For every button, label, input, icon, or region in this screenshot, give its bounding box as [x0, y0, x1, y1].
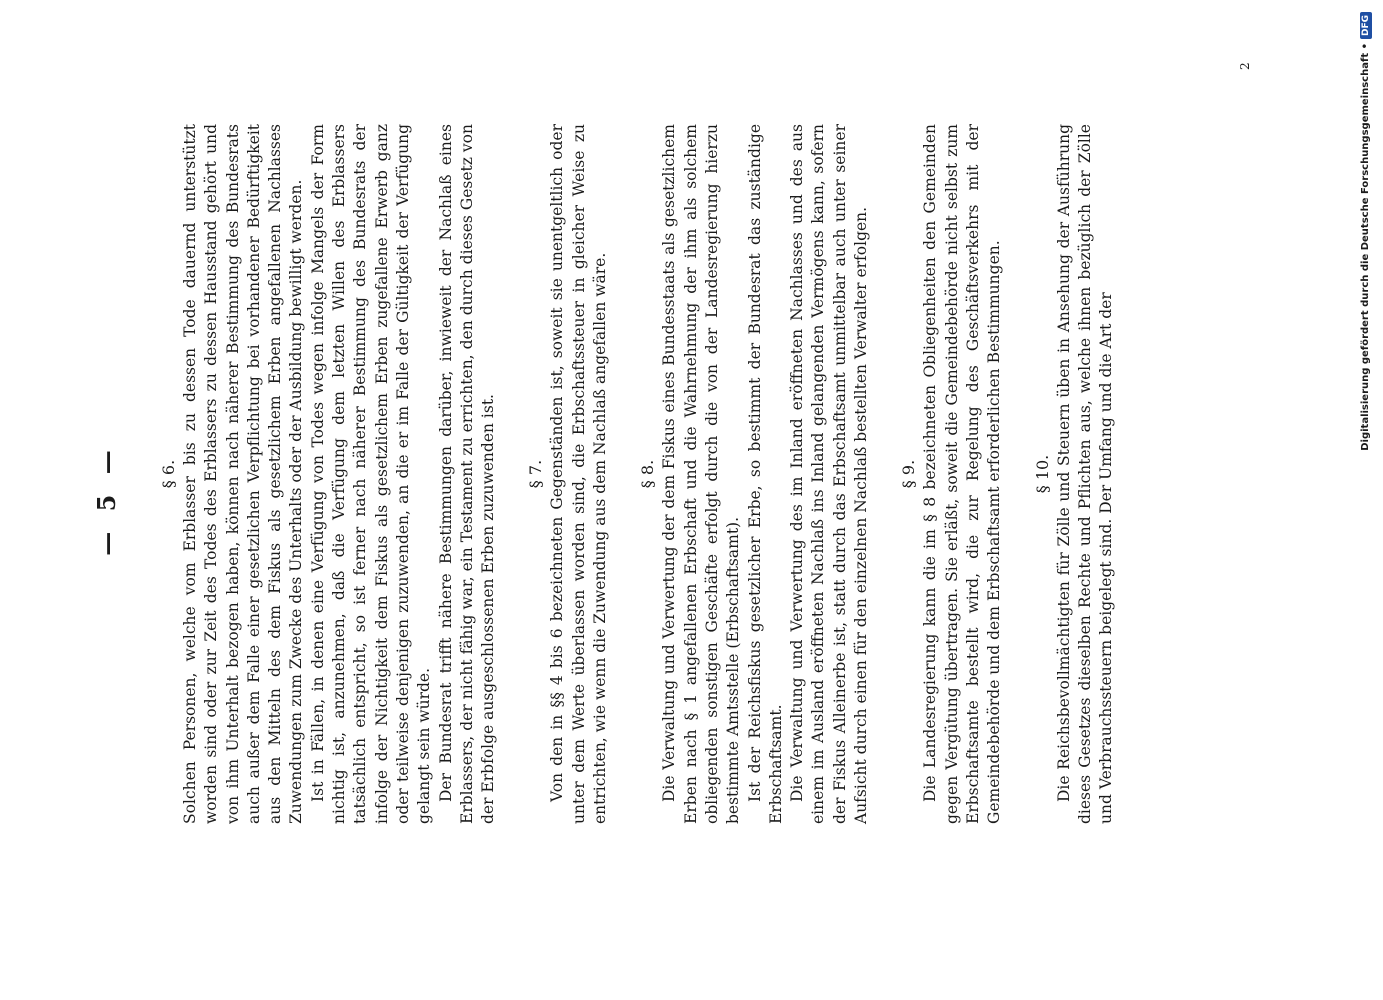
paragraph: Die Landesregierung kann die im § 8 bezeichneten Obliegenheiten den Gemeinden gegen Vergütung übertragen. Sie erläßt, soweit die Gemeindebehörde nicht selbst zum Erbschaftsamte bestellt wird, die zur Regelung des Geschäftsverkehrs mit der Gemeindebehörde und dem Erbschaftsamt erforderlichen Bestimmungen. — [921, 124, 1004, 824]
signature-mark: 2 — [1238, 62, 1252, 70]
paragraph: Von den in §§ 4 bis 6 bezeichneten Gegenständen ist, soweit sie unentgeltlich oder unter dem Werte überlassen worden sind, die Erbschaftssteuer in gleicher Weise zu entrichten, wie wenn die Zuwendung aus dem Nachlaß angefallen wäre. — [548, 124, 610, 824]
dfg-logo: DFG — [1360, 12, 1372, 39]
digitization-footer — [1360, 0, 1372, 1000]
paragraph: Der Bundesrat trifft nähere Bestimmungen darüber, inwieweit der Nachlaß eines Erblassers, der nicht fähig war, ein Testament zu errichten, den durch dieses Gesetz von der Erbfolge ausgeschlossenen Erben zuzuwenden ist. — [436, 124, 498, 824]
footer-text: Digitalisierung gefördert durch die Deutsche Forschungsgemeinschaft • — [1360, 43, 1371, 451]
paragraph: Die Reichsbevollmächtigten für Zölle und Steuern üben in Ansehung der Ausführung dieses Gesetzes dieselben Rechte und Pflichten aus, welche ihnen bezüglich der Zölle und Verbrauchssteuern beigelegt sind. Der Umfang und die Art der — [1054, 124, 1116, 824]
paragraph: Die Verwaltung und Verwertung des im Inland eröffneten Nachlasses und des aus einem im Ausland eröffneten Nachlaß ins Inland gelangenden Vermögens kann, sofern der Fiskus Alleinerbe ist, statt durch das Erbschaftsamt unmittelbar auch unter seiner Aufsicht durch einen für den einzelnen Nachlaß bestellten Verwalter erfolgen. — [788, 124, 871, 824]
document-body — [158, 124, 1117, 824]
paragraph: Die Verwaltung und Verwertung der dem Fiskus eines Bundesstaats als gesetzlichem Erben nach § 1 angefallenen Erbschaft und die Wahrnehmung der ihm als solchem obliegenden sonstigen Geschäfte erfolgt durch die von der Landesregierung hierzu bestimmte Amtsstelle (Erbschaftsamt). — [660, 124, 743, 824]
section-heading: § 8. — [638, 459, 658, 489]
paragraph: Ist der Reichsfiskus gesetzlicher Erbe, so bestimmt der Bundesrat das zuständige Erbschaftsamt. — [745, 124, 785, 824]
page-number: — 5 — — [92, 444, 121, 556]
section-heading: § 6. — [159, 459, 178, 489]
paragraph: Solchen Personen, welche vom Erblasser bis zu dessen Tode dauernd unterstützt worden sind oder zur Zeit des Todes des Erblassers zu dessen Hausstand gehört und von ihm Unterhalt bezogen haben, können nach näherer Bestimmung des Bundesrats auch außer dem Falle einer gesetzlichen Verpflichtung bei vorhandener Bedürftigkeit aus den Mitteln des dem Fiskus als gesetzlichem Erben angefallenen Nachlasses Zuwendungen zum Zwecke des Unterhalts oder der Ausbildung bewilligt werden. — [181, 124, 306, 824]
section-heading: § 9. — [899, 459, 919, 489]
paragraph: Ist in Fällen, in denen eine Verfügung von Todes wegen infolge Mangels der Form nichtig ist, anzunehmen, daß die Verfügung dem letzten Willen des Erblassers tatsächlich entspricht, so ist ferner nach näherer Bestimmung des Bundesrats der infolge der Nichtigkeit dem Fiskus als gesetzlichem Erben zugefallene Erwerb ganz oder teilweise denjenigen zuzuwenden, an die er im Falle der Gültigkeit der Verfügung gelangt sein würde. — [308, 124, 434, 824]
section-heading: § 10. — [1032, 454, 1052, 494]
section-heading: § 7. — [526, 459, 546, 489]
